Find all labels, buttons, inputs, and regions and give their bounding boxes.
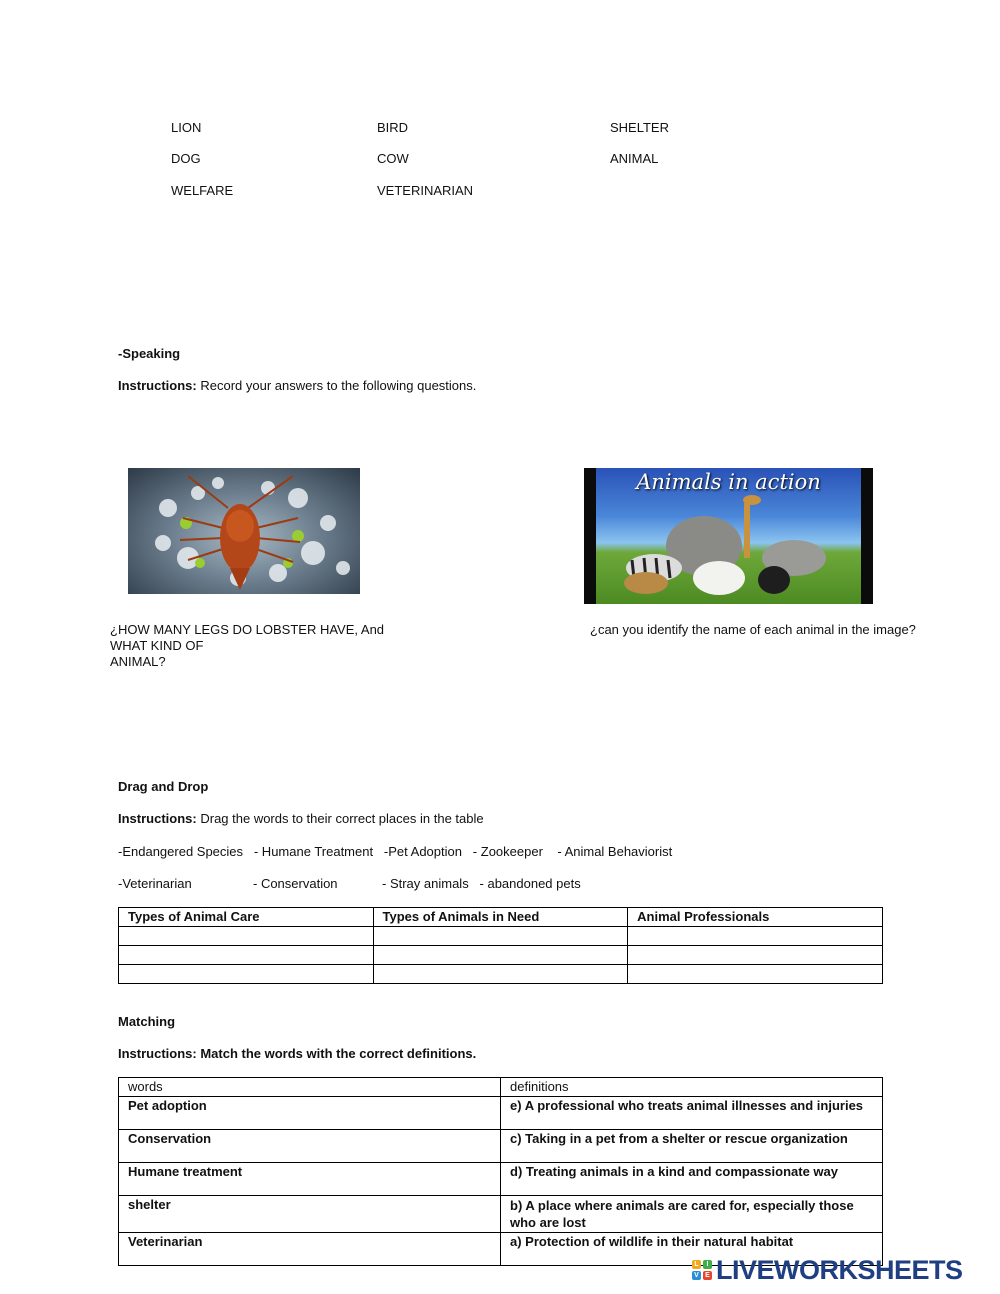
table-header: Types of Animal Care: [119, 908, 374, 927]
matching-word[interactable]: Humane treatment: [119, 1163, 501, 1196]
word-bank-item: DOG: [171, 151, 201, 166]
logo-mark-letter: E: [703, 1271, 712, 1280]
table-row: [119, 1097, 883, 1130]
matching-definition[interactable]: a) Protection of wildlife in their natural habitat: [501, 1233, 883, 1266]
word-bank-item: VETERINARIAN: [377, 183, 474, 198]
drop-cell[interactable]: [119, 965, 374, 984]
lobster-question: [110, 622, 384, 670]
caption-line: ANIMAL?: [110, 654, 166, 669]
matching-word[interactable]: Pet adoption: [119, 1097, 501, 1130]
table-row: [119, 965, 883, 984]
word-bank-item: ANIMAL: [610, 151, 659, 166]
table-header-row: [119, 1078, 883, 1097]
table-row: [119, 1196, 883, 1233]
matching-table: [118, 1077, 883, 1266]
word-bank-item: SHELTER: [610, 120, 669, 135]
table-header: Types of Animals in Need: [373, 908, 628, 927]
lobster-illustration: [128, 468, 360, 594]
table-header: words: [119, 1078, 501, 1097]
instructions-label: Instructions:: [118, 378, 197, 393]
matching-instructions: Instructions: Match the words with the correct definitions.: [118, 1046, 477, 1061]
drag-drop-instructions: [118, 811, 484, 827]
matching-word[interactable]: shelter: [119, 1196, 501, 1233]
word-bank-item: COW: [377, 151, 409, 166]
drop-cell[interactable]: [628, 927, 883, 946]
table-header: Animal Professionals: [628, 908, 883, 927]
table-row: [119, 1130, 883, 1163]
drag-drop-heading: Drag and Drop: [118, 779, 209, 794]
matching-definition[interactable]: b) A place where animals are cared for, especially those who are lost: [501, 1196, 883, 1233]
table-row: [119, 927, 883, 946]
speaking-heading: -Speaking: [118, 346, 181, 361]
animals-illustration: [584, 468, 873, 604]
drop-cell[interactable]: [373, 946, 628, 965]
word-bank-item: LION: [171, 120, 202, 135]
logo-text: LIVEWORKSHEETS: [716, 1254, 963, 1285]
caption-line: WHAT KIND OF: [110, 638, 204, 653]
drop-cell[interactable]: [373, 965, 628, 984]
drop-cell[interactable]: [119, 946, 374, 965]
matching-heading: Matching: [118, 1014, 176, 1029]
instructions-text: Drag the words to their correct places in the table: [196, 811, 484, 826]
instructions-text: Record your answers to the following questions.: [196, 378, 477, 393]
liveworksheets-logo[interactable]: [692, 1256, 963, 1284]
instructions-label: Instructions:: [118, 811, 197, 826]
drag-words-line: - Stray animals - abandoned pets: [382, 876, 581, 891]
matching-word[interactable]: Veterinarian: [119, 1233, 501, 1266]
drop-cell[interactable]: [628, 965, 883, 984]
animals-question: ¿can you identify the name of each animal in the image?: [590, 622, 916, 637]
matching-definition[interactable]: d) Treating animals in a kind and compassionate way: [501, 1163, 883, 1196]
logo-mark-letter: V: [692, 1271, 701, 1280]
caption-line: ¿HOW MANY LEGS DO LOBSTER HAVE, And: [110, 622, 385, 637]
drag-words-line: -Endangered Species - Humane Treatment -Pet Adoption - Zookeeper - Animal Behaviorist: [118, 844, 673, 859]
logo-icon: [692, 1260, 712, 1280]
drag-word-conservation: - Conservation: [253, 876, 338, 891]
lobster-image: [128, 468, 360, 594]
animals-image: [584, 468, 873, 604]
table-header: definitions: [501, 1078, 883, 1097]
matching-definition[interactable]: e) A professional who treats animal illnesses and injuries: [501, 1097, 883, 1130]
table-row: [119, 1163, 883, 1196]
table-header-row: [119, 908, 883, 927]
drag-drop-table: [118, 907, 883, 984]
drop-cell[interactable]: [119, 927, 374, 946]
drop-cell[interactable]: [628, 946, 883, 965]
table-row: [119, 946, 883, 965]
logo-mark-letter: I: [703, 1260, 712, 1269]
word-bank-item: BIRD: [377, 120, 409, 135]
word-bank-item: WELFARE: [171, 183, 234, 198]
drop-cell[interactable]: [373, 927, 628, 946]
matching-definition[interactable]: c) Taking in a pet from a shelter or rescue organization: [501, 1130, 883, 1163]
logo-mark-letter: L: [692, 1260, 701, 1269]
speaking-instructions: [118, 378, 476, 394]
drag-word-veterinarian: -Veterinarian: [118, 876, 192, 891]
animals-title: Animals in action: [636, 470, 821, 494]
matching-word[interactable]: Conservation: [119, 1130, 501, 1163]
